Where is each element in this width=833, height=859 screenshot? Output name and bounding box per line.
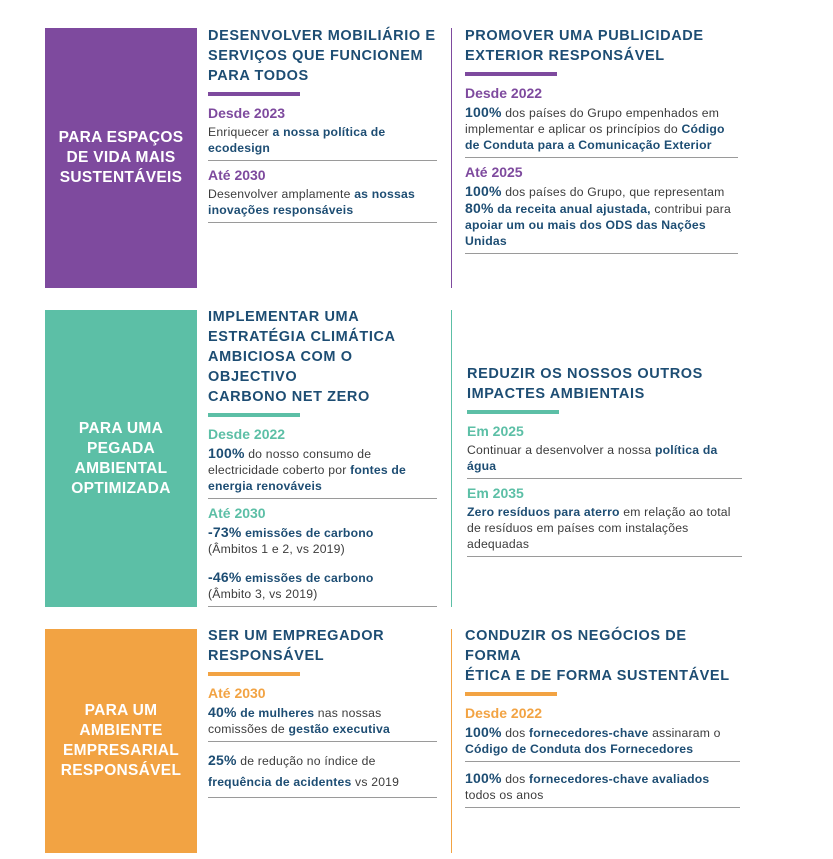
goal-heading: SER UM EMPREGADOR RESPONSÁVEL (208, 628, 385, 664)
goal-item (467, 504, 742, 557)
item-figure: -73% (208, 524, 242, 540)
pillar-block (45, 28, 197, 288)
item-text: dos (501, 772, 530, 786)
goal-item (465, 183, 738, 254)
goal-item (208, 124, 437, 161)
item-text: dos países do Grupo empenhados em implementar e aplicar os princípios do (465, 106, 720, 136)
item-highlight: gestão executiva (288, 722, 390, 736)
period-label: Desde 2022 (465, 85, 543, 101)
goal-heading: DESENVOLVER MOBILIÁRIO E SERVIÇOS QUE FUNCIONEM PARA TODOS (208, 28, 436, 84)
item-figure: 100% (465, 724, 502, 740)
item-text: Enriquecer (208, 125, 273, 139)
item-text: (Âmbitos 1 e 2, vs 2019) (208, 542, 345, 556)
period-label: Até 2030 (208, 505, 266, 521)
item-figure: -46% (208, 569, 242, 585)
goal-column-left (208, 307, 437, 607)
section-environmental-footprint (0, 300, 833, 620)
goal-item (208, 569, 437, 607)
goal-heading: PROMOVER UMA PUBLICIDADE EXTERIOR RESPONSÁVEL (465, 28, 704, 64)
heading-underline (208, 672, 300, 676)
goal-column-left (208, 26, 437, 223)
goal-item (208, 704, 437, 742)
item-highlight: Zero resíduos para aterro (467, 505, 620, 519)
pillar-title: PARA UM AMBIENTE EMPRESARIAL RESPONSÁVEL (60, 702, 182, 779)
item-figure: 40% (208, 704, 237, 720)
item-highlight: emissões de carbono (241, 526, 374, 540)
heading-underline (208, 413, 300, 417)
section-living-spaces (0, 0, 833, 300)
period-label: Em 2025 (467, 423, 524, 439)
item-highlight: as nossas inovações responsáveis (208, 187, 415, 217)
item-highlight: da receita anual ajustada, (493, 202, 651, 216)
item-text: (Âmbito 3, vs 2019) (208, 587, 318, 601)
period-label: Até 2030 (208, 685, 266, 701)
goal-column-right (465, 626, 740, 808)
pillar-title: PARA UMA PEGADA AMBIENTAL OPTIMIZADA (71, 419, 171, 497)
heading-underline (467, 410, 559, 414)
column-divider (451, 310, 452, 607)
item-text: dos (501, 726, 530, 740)
item-figure: 80% (465, 200, 494, 216)
item-highlight: frequência de acidentes (208, 775, 352, 789)
goal-column-right (467, 364, 742, 557)
item-highlight: Código de Conduta para a Comunicação Exterior (465, 122, 725, 152)
goal-heading: IMPLEMENTAR UMA ESTRATÉGIA CLIMÁTICA AMBICIOSA COM O OBJECTIVO CARBONO NET ZERO (208, 309, 396, 405)
item-highlight: emissões de carbono (241, 571, 374, 585)
item-highlight: Código de Conduta dos Fornecedores (465, 742, 694, 756)
item-figure: 100% (465, 104, 502, 120)
goal-item (467, 442, 742, 479)
period-label: Desde 2023 (208, 105, 286, 121)
item-text: Desenvolver amplamente (208, 187, 355, 201)
item-highlight: fornecedores-chave (529, 726, 649, 740)
item-text: vs 2019 (351, 775, 400, 789)
item-text: todos os anos (465, 788, 544, 802)
item-highlight: de mulheres (236, 706, 315, 720)
item-highlight: a nossa política de ecodesign (208, 125, 386, 155)
item-figure: 100% (465, 770, 502, 786)
period-label: Desde 2022 (465, 705, 543, 721)
goal-heading: CONDUZIR OS NEGÓCIOS DE FORMA ÉTICA E DE FORMA SUSTENTÁVEL (465, 628, 730, 684)
goal-column-right (465, 26, 738, 254)
item-figure: 25% (208, 752, 237, 768)
heading-underline (465, 72, 557, 76)
item-figure: 100% (208, 445, 245, 461)
goal-item (208, 186, 437, 223)
pillar-block (45, 629, 197, 853)
item-text: nas nossas comissões de (208, 706, 382, 736)
item-text: do nosso consumo de electricidade coberto por (208, 447, 372, 477)
item-figure: 100% (465, 183, 502, 199)
item-highlight: fontes de energia renováveis (208, 463, 407, 493)
section-business-environment (0, 620, 833, 859)
item-text: contribui para (650, 202, 731, 216)
goal-item (465, 724, 740, 762)
item-highlight: fornecedores-chave avaliados (529, 772, 710, 786)
column-divider (451, 629, 452, 853)
goal-column-left (208, 626, 437, 798)
item-text: dos países do Grupo, que representam (501, 185, 725, 199)
goal-heading: REDUZIR OS NOSSOS OUTROS IMPACTES AMBIENTAIS (467, 366, 703, 402)
heading-underline (208, 92, 300, 96)
item-text: de redução no índice de (236, 754, 376, 768)
heading-underline (465, 692, 557, 696)
goal-item (465, 104, 738, 158)
item-text: assinaram o (648, 726, 721, 740)
item-highlight: apoiar um ou mais dos ODS das Nações Unidas (465, 218, 706, 248)
item-text: em relação ao total de resíduos em países com instalações adequadas (467, 505, 731, 551)
column-divider (451, 28, 452, 288)
period-label: Em 2035 (467, 485, 524, 501)
period-label: Até 2025 (465, 164, 523, 180)
pillar-block (45, 310, 197, 607)
goal-item (208, 524, 437, 561)
goal-item (208, 445, 437, 499)
pillar-title: PARA ESPAÇOS DE VIDA MAIS SUSTENTÁVEIS (58, 129, 184, 186)
period-label: Desde 2022 (208, 426, 286, 442)
goal-item (465, 770, 740, 808)
item-text: Continuar a desenvolver a nossa (467, 443, 655, 457)
period-label: Até 2030 (208, 167, 266, 183)
item-highlight: política da água (467, 443, 718, 473)
goal-item (208, 750, 437, 798)
